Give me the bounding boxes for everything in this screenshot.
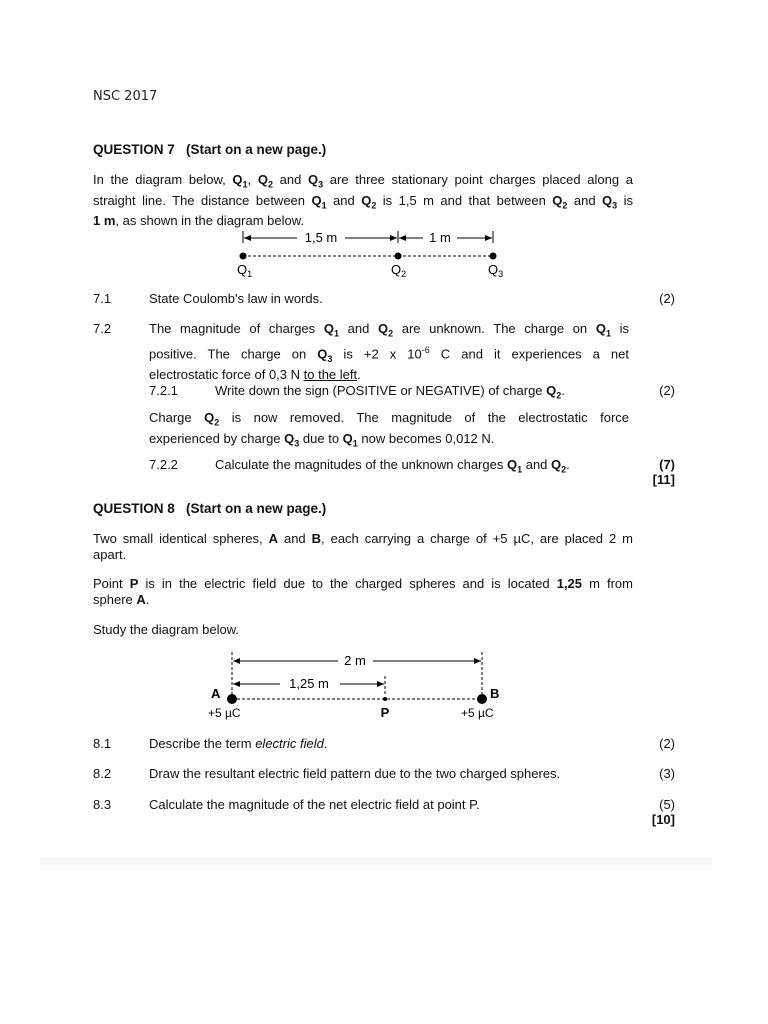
charge-b: +5 µC: [461, 706, 494, 720]
distance-arrows: [243, 230, 493, 245]
question-8-paragraph-2: [93, 576, 633, 608]
item-7-2-2-number: 7.2.2: [149, 457, 178, 472]
item-8-3-text: [149, 797, 480, 813]
item-7-2-2-marks: (7): [659, 457, 675, 472]
label-p: P: [380, 705, 390, 720]
item-8-1-number: 8.1: [93, 736, 112, 751]
question-8-paragraph-1: [93, 531, 633, 563]
header-label: NSC 2017: [93, 89, 158, 104]
question-8-total: [10]: [651, 812, 675, 827]
sphere-b: [477, 694, 487, 704]
label-q3: $Q_3$: [488, 262, 504, 279]
question-8-heading: [93, 501, 326, 516]
distance-q1-q2: 1,5 m: [304, 230, 338, 245]
item-7-1-text: State Coulomb's law in words.: [149, 291, 323, 306]
point-p: [383, 697, 387, 701]
arrowhead-left: [244, 235, 251, 241]
label-q1: $Q_1$: [237, 262, 253, 279]
label-b: B: [490, 686, 500, 701]
charge-q1-dot: [240, 253, 247, 260]
label-a: A: [211, 686, 221, 701]
text-line: straight line. The distance between $Q_1$ and $Q_2$ is 1,5 m and that between $Q_2$ and $Q_3$ is: [93, 192, 633, 211]
text-line: apart.: [93, 547, 127, 562]
item-7-2-1-marks: (2): [659, 383, 675, 398]
question-8-note: (Start on a new page.): [186, 501, 327, 516]
item-7-2-1-number: 7.2.1: [149, 383, 178, 398]
sphere-a: [227, 694, 237, 704]
item-7-2-text: [149, 321, 629, 383]
item-8-2-marks: (3): [659, 766, 675, 781]
item-8-1-text: [149, 736, 327, 752]
arrowhead-right: [390, 235, 397, 241]
item-7-1-number: 7.1: [93, 291, 112, 306]
item-7-2-1-text: [215, 383, 565, 404]
label-q2: $Q_2$: [391, 262, 407, 279]
text-line: electrostatic force of 0,3 N to the left.: [149, 366, 361, 382]
question-7-total: [11]: [652, 472, 675, 487]
text-line: experienced by charge $Q_3$ due to $Q_1$ now becomes 0,012 N.: [149, 430, 495, 449]
distance-a-p: 1,25 m: [289, 676, 329, 691]
item-8-2-text: [149, 766, 560, 782]
text-line: Calculate the magnitudes of the unknown charges $Q_1$ and $Q_2$.: [215, 457, 570, 475]
text-line: The magnitude of charges $Q_1$ and $Q_2$ are unknown. The charge on $Q_1$ is: [149, 321, 629, 339]
text-line: Draw the resultant electric field pattern due to the two charged spheres.: [149, 766, 561, 781]
question-7-heading: [93, 142, 326, 157]
text-line: In the diagram below, $Q_1$, $Q_2$ and $Q_3$ are three stationary point charges placed along a: [93, 172, 633, 190]
question-7-intro: [93, 172, 633, 229]
item-8-3-marks: (5): [659, 797, 675, 812]
question-7-title: QUESTION 7: [93, 142, 175, 157]
text-line: sphere A.: [93, 592, 150, 607]
text-line: 1 m, as shown in the diagram below.: [93, 213, 305, 229]
distance-q2-q3: 1 m: [429, 230, 451, 245]
question-8-paragraph-3: Study the diagram below.: [93, 622, 239, 637]
item-8-3-number: 8.3: [93, 797, 112, 812]
item-7-2-2-text: [215, 457, 570, 478]
text-line: Calculate the magnitude of the net electric field at point P.: [149, 797, 480, 812]
question-7-note: (Start on a new page.): [186, 142, 327, 157]
charge-q3-dot: [490, 253, 497, 260]
text-line: Two small identical spheres, A and B, each carrying a charge of +5 µC, are placed 2 m: [93, 531, 633, 546]
page-shadow-edge: [40, 858, 712, 872]
distance-a-b: 2 m: [344, 653, 366, 668]
charge-q2-dot: [395, 253, 402, 260]
text-line: Describe the term electric field.: [149, 736, 328, 751]
text-line: Point P is in the electric field due to the charged spheres and is located 1,25 m from: [93, 576, 633, 591]
item-7-1-marks: (2): [659, 291, 675, 306]
charge-a: +5 µC: [208, 706, 241, 720]
question-8-sphere-diagram: [205, 648, 505, 724]
text-line: Write down the sign (POSITIVE or NEGATIVE) of charge $Q_2$.: [215, 383, 565, 401]
question-8-title: QUESTION 8: [93, 501, 175, 516]
text-line: positive. The charge on $Q_3$ is +2 x $10^{-6}$ C and it experiences a net: [149, 344, 630, 364]
item-7-2-number: 7.2: [93, 321, 112, 336]
question-7-note: [149, 410, 629, 451]
item-8-2-number: 8.2: [93, 766, 112, 781]
item-8-1-marks: (2): [659, 736, 675, 751]
question-7-charge-diagram: [225, 225, 515, 285]
text-line: Charge $Q_2$ is now removed. The magnitude of the electrostatic force: [149, 410, 630, 428]
